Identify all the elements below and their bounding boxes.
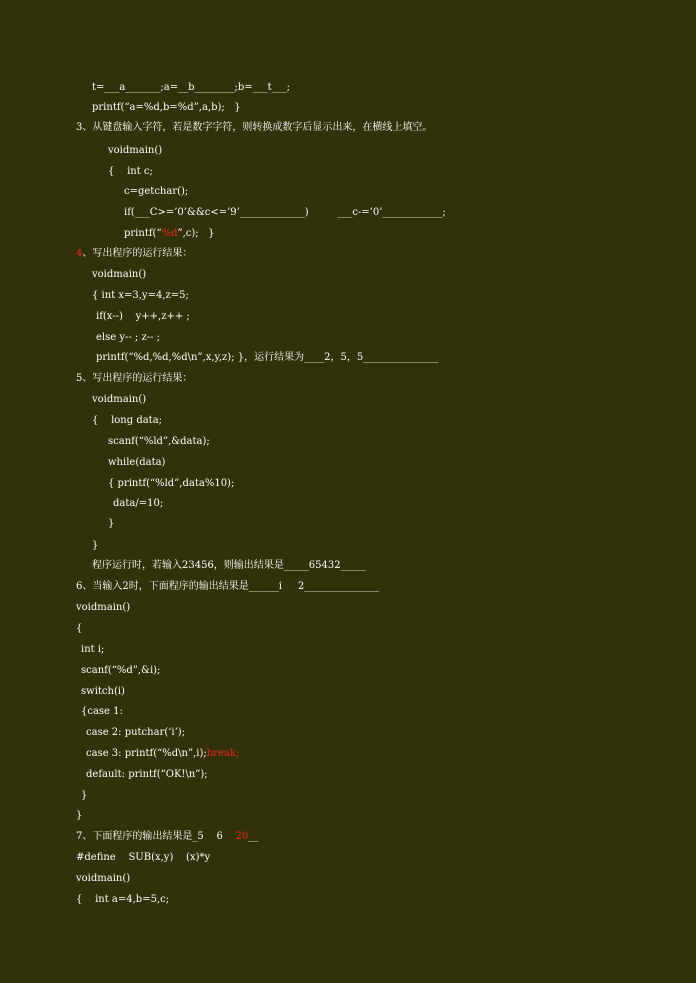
code-line: if(x--) y++,z++ ; <box>96 311 190 322</box>
question-4-title <box>76 248 192 260</box>
code-line: if(___C>=’0’&&c<=’9’_____________) ___c-=’0’____________; <box>124 207 446 218</box>
code-line: while(data) <box>108 457 166 468</box>
code-line: else y-- ; z-- ; <box>96 332 161 343</box>
code-line: switch(i) <box>81 686 125 697</box>
red-break-text: break; <box>206 748 240 759</box>
code-line: scanf(“%ld”,&data); <box>108 436 210 447</box>
code-line: { long data; <box>92 415 163 426</box>
question-6-title: 6、当输入2时，下面程序的输出结果是______i 2_______________ <box>76 581 380 592</box>
question-text: __ <box>248 831 259 842</box>
question-number: 4 <box>76 248 83 259</box>
question-5-title: 5、写出程序的运行结果： <box>76 373 193 384</box>
code-line: default: printf(“OK!\n”); <box>86 769 208 780</box>
code-line: { int a=4,b=5,c; <box>76 894 170 905</box>
code-text: printf(“ <box>124 228 162 239</box>
code-line <box>86 748 239 760</box>
code-text: ”,c); } <box>177 228 215 239</box>
code-line: c=getchar(); <box>124 186 189 197</box>
code-line: data/=10; <box>113 498 164 509</box>
code-line: printf(“a=%d,b=%d”,a,b); } <box>92 102 241 113</box>
red-format-text: %d <box>161 228 178 239</box>
code-line: case 2: putchar(‘i’); <box>86 727 186 738</box>
code-line <box>124 228 215 240</box>
code-line: voidmain() <box>92 269 147 280</box>
question-text: 、写出程序的运行结果： <box>82 248 193 259</box>
code-line: voidmain() <box>76 602 131 613</box>
question-7-title <box>76 831 258 843</box>
code-line: voidmain() <box>92 394 147 405</box>
code-line: printf(“%d,%d,%d\n”,x,y,z); }，运行结果为____2，5，5_______________ <box>96 352 439 363</box>
code-line: } <box>108 518 115 529</box>
code-line: { printf(“%ld”,data%10); <box>108 478 235 489</box>
code-line: } <box>81 790 88 801</box>
code-line: } <box>76 810 83 821</box>
red-answer-text: 20 <box>235 831 249 842</box>
code-line: { int c; <box>108 166 153 177</box>
question-3-title: 3、从键盘输入字符，若是数字字符，则转换成数字后显示出来，在横线上填空。 <box>76 122 433 133</box>
code-line: int i; <box>81 644 105 655</box>
code-line: {case 1: <box>81 706 123 717</box>
answer-line: 程序运行时，若输入23456，则输出结果是_____65432_____ <box>92 560 366 571</box>
code-text: case 3: printf(“%d\n”,i); <box>86 748 207 759</box>
code-line: voidmain() <box>76 873 131 884</box>
code-line: #define SUB(x,y) (x)*y <box>76 852 211 863</box>
question-text: 7、下面程序的输出结果是_5 6 <box>76 831 236 842</box>
code-line: scanf(“%d”,&i); <box>81 665 161 676</box>
code-line: { <box>76 623 83 634</box>
code-line: voidmain() <box>108 145 163 156</box>
code-line: t=___a_______;a=__b________;b=___t___; <box>92 82 291 93</box>
code-line: { int x=3,y=4,z=5; <box>92 290 189 301</box>
code-line: } <box>92 540 99 551</box>
